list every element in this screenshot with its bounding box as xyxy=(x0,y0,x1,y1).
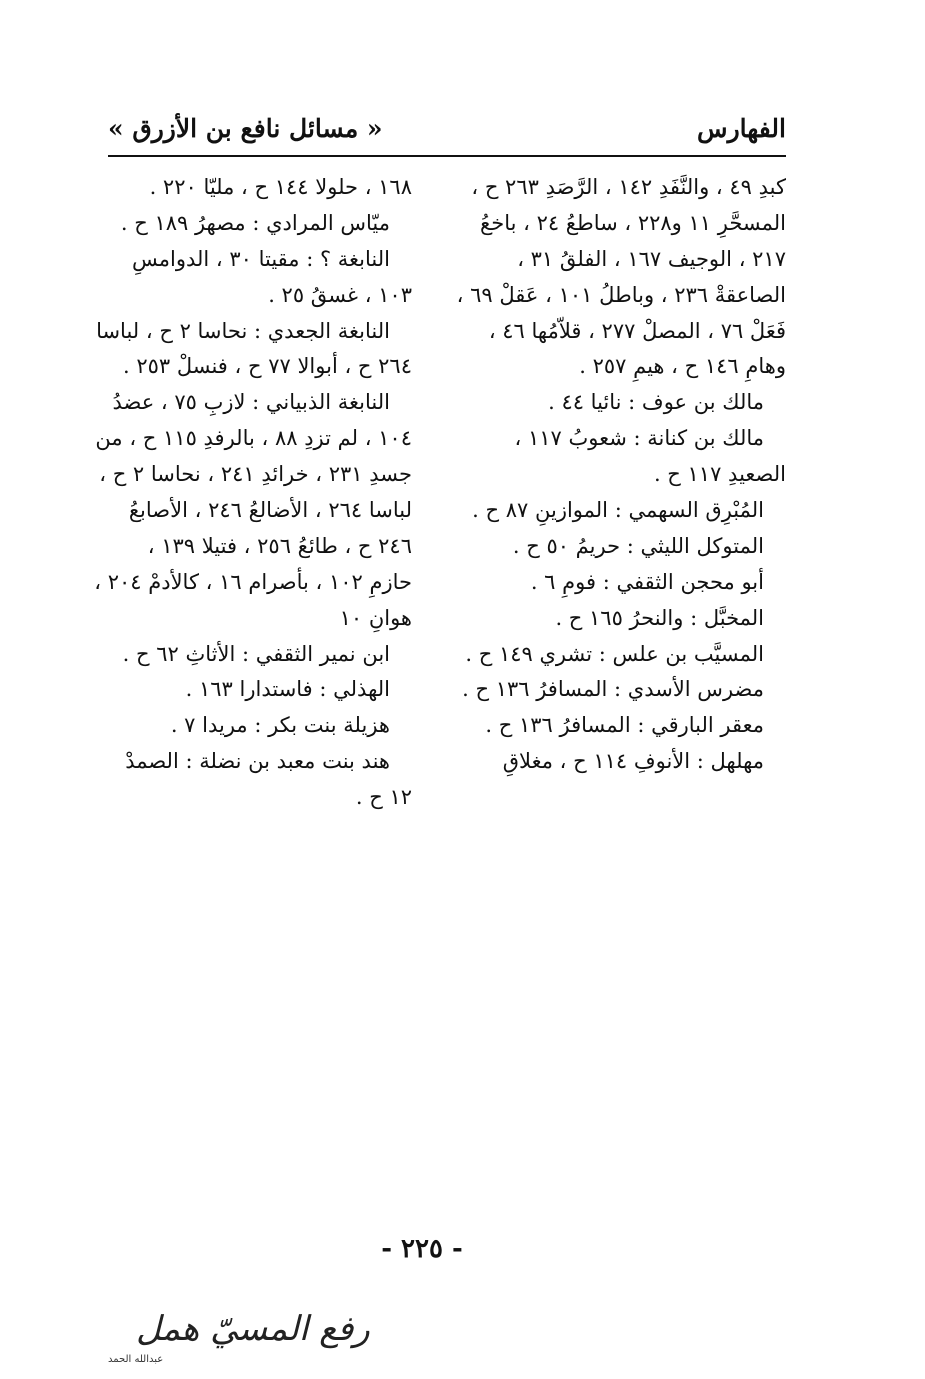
index-line: جسدِ ٢٣١ ، خرائدِ ٢٤١ ، نحاسا ٢ ح ، xyxy=(99,462,412,487)
index-line: كبدِ ٤٩ ، والنَّفَدِ ١٤٢ ، الرَّصَدِ ٢٦٣ ح ، xyxy=(471,175,786,199)
index-entry: هزيلة بنت بكر : مريدا ٧ . xyxy=(170,713,390,738)
index-line: هوانِ ١٠ xyxy=(339,605,412,630)
index-entry: مضرس الأسدي : المسافرُ ١٣٦ ح . xyxy=(462,677,764,702)
index-line: الصاعقةْ ٢٣٦ ، وباطلُ ١٠١ ، عَقلْ ٦٩ ، xyxy=(456,282,786,307)
index-entry: المُبْرِق السهمي : الموازينِ ٨٧ ح . xyxy=(472,498,764,523)
index-entry: النابغة ؟ : مقيتا ٣٠ ، الدوامسِ xyxy=(131,246,390,271)
index-line: حازمِ ١٠٢ ، بأصرام ١٦ ، كالأدمْ ٢٠٤ ، xyxy=(94,569,412,594)
index-entry: المسيَّب بن علس : تشري ١٤٩ ح . xyxy=(465,641,764,666)
index-line: ٢١٧ ، الوجيف ١٦٧ ، الفلقُ ٣١ ، xyxy=(517,246,786,271)
index-line: فَعَلْ ٧٦ ، المصلْ ٢٧٧ ، قلاّمُها ٤٦ ، xyxy=(488,318,786,343)
section-title: الفهارس xyxy=(697,114,786,143)
index-entry: ميّاس المرادي : مصهرُ ١٨٩ ح . xyxy=(120,210,390,235)
index-line: ١٦٨ ، حلولا ١٤٤ ح ، مليّا ٢٢٠ . xyxy=(149,175,412,199)
index-line: المسحَّرِ ١١ و٢٢٨ ، ساطعُ ٢٤ ، باخعُ xyxy=(480,210,786,235)
watermark-subtext: عبدالله الحمد xyxy=(108,1354,164,1365)
index-entry: المخبَّل : والنحرُ ١٦٥ ح . xyxy=(555,605,764,630)
index-line: ٢٦٤ ح ، أبوالا ٧٧ ح ، فنسلْ ٢٥٣ . xyxy=(122,354,412,379)
watermark-text: رفع المسيّ همل xyxy=(136,1309,370,1349)
index-line: ١٠٣ ، غسقُ ٢٥ . xyxy=(268,282,412,307)
index-entry: الهذلي : فاستدارا ١٦٣ . xyxy=(185,677,390,702)
index-entry: معقر البارقي : المسافرُ ١٣٦ ح . xyxy=(485,713,764,738)
index-entry: هند بنت معبد بن نضلة : الصمدْ xyxy=(125,749,390,774)
index-line: الصعيدِ ١١٧ ح . xyxy=(653,462,786,487)
index-line: وهامِ ١٤٦ ح ، هيمِ ٢٥٧ . xyxy=(579,354,786,379)
index-entry: مهلهل : الأنوفِ ١١٤ ح ، مغلاقِ xyxy=(502,749,764,774)
index-entry: المتوكل الليثي : حريمُ ٥٠ ح . xyxy=(512,533,764,558)
index-entry: أبو محجن الثقفي : فومِ ٦ . xyxy=(530,569,764,594)
index-line: ١٢ ح . xyxy=(355,785,412,810)
index-line: لباسا ٢٦٤ ، الأضالعُ ٢٤٦ ، الأصابعُ xyxy=(128,498,412,523)
index-line: ١٠٤ ، لم تزدِ ٨٨ ، بالرفدِ ١١٥ ح ، من xyxy=(95,426,412,451)
index-entry: مالك بن كنانة : شعوبُ ١١٧ ، xyxy=(514,426,764,451)
index-entry: النابغة الجعدي : نحاسا ٢ ح ، لباسا xyxy=(96,318,390,343)
page-header xyxy=(108,108,786,154)
index-line: ٢٤٦ ح ، طائعُ ٢٥٦ ، فتيلا ١٣٩ ، xyxy=(147,533,412,558)
header-divider xyxy=(108,155,786,157)
left-column xyxy=(94,170,412,816)
watermark-stamp xyxy=(8,1300,370,1370)
page-number: - ٢٢٥ - xyxy=(381,1234,463,1264)
right-column xyxy=(456,170,786,780)
index-entry: مالك بن عوف : نائيا ٤٤ . xyxy=(548,390,764,415)
index-entry: النابغة الذبياني : لازبِ ٧٥ ، عضدُ xyxy=(112,390,390,415)
book-title: « مسائل نافع بن الأزرق » xyxy=(108,114,383,143)
index-entry: ابن نمير الثقفي : الأثاثِ ٦٢ ح . xyxy=(122,641,390,666)
